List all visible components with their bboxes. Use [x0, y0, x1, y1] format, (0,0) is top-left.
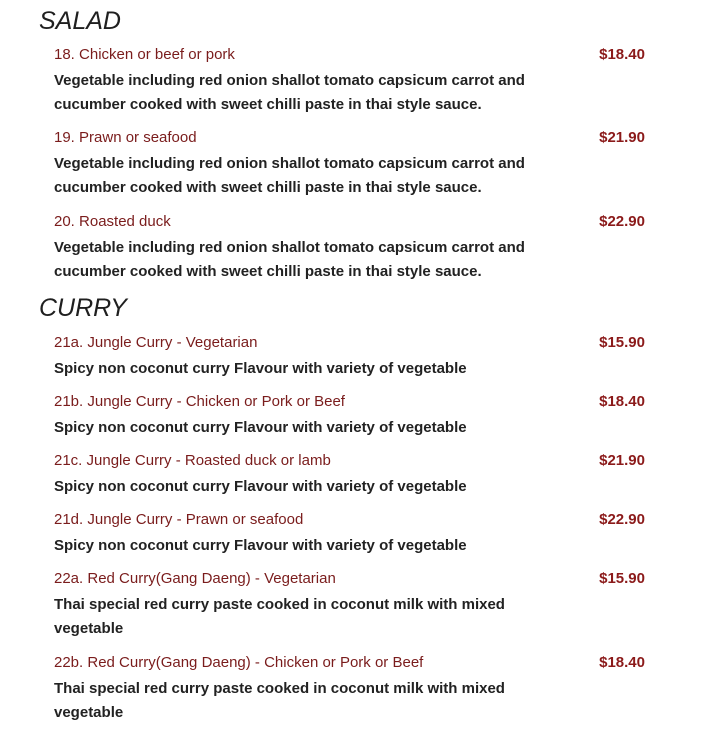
item-price: $18.40 [599, 46, 645, 63]
item-price: $22.90 [599, 213, 645, 230]
item-price: $21.90 [599, 452, 645, 469]
item-description: Vegetable including red onion shallot tomato capsicum carrot and cucumber cooked with sweet chilli paste in thai style sauce. [54, 239, 525, 280]
item-name: 20. Roasted duck [54, 213, 171, 230]
menu-item-20 [0, 208, 727, 284]
item-name: 19. Prawn or seafood [54, 129, 197, 146]
menu-item-18 [0, 41, 727, 117]
item-price: $21.90 [599, 129, 645, 146]
item-name: 21a. Jungle Curry - Vegetarian [54, 334, 258, 351]
menu-item-21b [0, 388, 727, 440]
section-curry [0, 293, 727, 323]
section-title-curry: CURRY [39, 294, 127, 322]
menu-item-22a [0, 565, 727, 641]
section-title-salad: SALAD [39, 7, 121, 35]
item-description: Spicy non coconut curry Flavour with variety of vegetable [54, 537, 467, 554]
item-price: $18.40 [599, 654, 645, 671]
item-description: Spicy non coconut curry Flavour with variety of vegetable [54, 478, 467, 495]
item-name: 21d. Jungle Curry - Prawn or seafood [54, 511, 304, 528]
menu-item-21c [0, 447, 727, 499]
section-salad [0, 6, 727, 36]
item-description: Vegetable including red onion shallot tomato capsicum carrot and cucumber cooked with sweet chilli paste in thai style sauce. [54, 72, 525, 113]
item-description: Spicy non coconut curry Flavour with variety of vegetable [54, 360, 467, 377]
item-description: Vegetable including red onion shallot tomato capsicum carrot and cucumber cooked with sweet chilli paste in thai style sauce. [54, 155, 525, 196]
item-price: $22.90 [599, 511, 645, 528]
item-name: 21c. Jungle Curry - Roasted duck or lamb [54, 452, 331, 469]
item-description: Thai special red curry paste cooked in coconut milk with mixed vegetable [54, 596, 505, 637]
item-price: $18.40 [599, 393, 645, 410]
item-name: 22a. Red Curry(Gang Daeng) - Vegetarian [54, 570, 336, 587]
item-name: 18. Chicken or beef or pork [54, 46, 235, 63]
item-price: $15.90 [599, 570, 645, 587]
menu-item-21d [0, 506, 727, 558]
item-description: Thai special red curry paste cooked in coconut milk with mixed vegetable [54, 680, 505, 721]
item-name: 22b. Red Curry(Gang Daeng) - Chicken or Pork or Beef [54, 654, 424, 671]
item-price: $15.90 [599, 334, 645, 351]
item-name: 21b. Jungle Curry - Chicken or Pork or Beef [54, 393, 345, 410]
menu-item-21a [0, 329, 727, 381]
menu-item-22b [0, 649, 727, 725]
item-description: Spicy non coconut curry Flavour with variety of vegetable [54, 419, 467, 436]
menu-item-19 [0, 124, 727, 200]
